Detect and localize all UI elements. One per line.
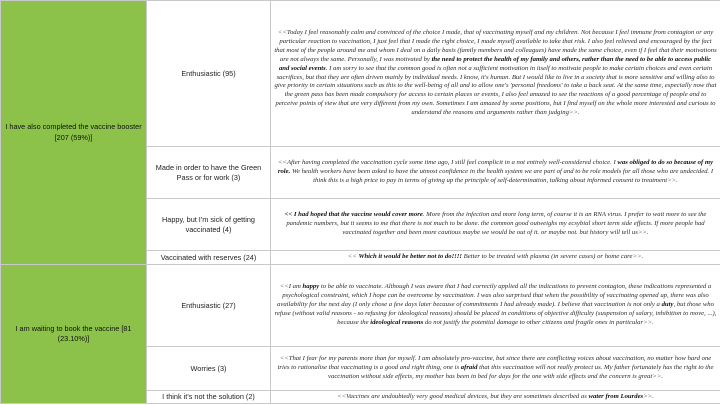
subcategory-label: Worries (3) — [147, 347, 271, 391]
quote-emphasis: << I had hoped that the vaccine would cover more — [284, 211, 423, 219]
subcategory-label: Vaccinated with reserves (24) — [147, 251, 271, 265]
quote-text: do not justify the potential damage to other citizens and fragile ones in particular>>. — [423, 318, 654, 326]
quote-cell — [271, 199, 720, 251]
table-row — [1, 1, 720, 147]
quote-text: that this vaccination will not really protect us. My father fortunately has the right to the vaccination without side effects, my mother has been in bed for days for the one with side effects and the concern is great>>. — [328, 364, 714, 380]
quote-text: << — [347, 253, 359, 261]
quote-text: We health workers have been asked to have the utmost confidence in the health system we are part of and to be role models for all those who are undecided. I think this is a high price to pay in terms of giving up the principle of self-determination, talking about informed consent to treatment>>. — [290, 168, 714, 184]
quote-cell — [271, 147, 720, 199]
quote-emphasis: happy — [302, 283, 320, 291]
group-label-booster: I have also completed the vaccine booster [207 (59%)] — [1, 1, 147, 265]
quote-emphasis: Which it would be better not to do!!!! — [358, 253, 462, 261]
quote-emphasis: ideological reasons — [370, 318, 424, 326]
quote-text: <<I am — [279, 283, 303, 291]
subcategory-label: Enthusiastic (27) — [147, 265, 271, 347]
quote-text: , but those who refuse (without valid reasons - so refusing for ideological reasons) should be placed in conditions of objective difficulty (suspension of salary, inhibition to move, ...), because the — [274, 301, 717, 326]
subcategory-label: Enthusiastic (95) — [147, 1, 271, 147]
quote-cell — [271, 1, 720, 147]
quote-emphasis: water from Lourdes — [588, 392, 644, 400]
quote-cell — [271, 347, 720, 391]
subcategory-label: Made in order to have the Green Pass or for work (3) — [147, 147, 271, 199]
quote-cell — [271, 251, 720, 265]
quote-text: <<Vaccines are undoubtedly very good medical devices, but they are sometimes described as — [337, 392, 589, 400]
quote-text: <<Today I feel reasonably calm and convinced of the choice I made, that of vaccinating myself and my children. Not because I feel immune from contagion or any particular reaction to vaccination, I just feel that I made the right choice, I made myself available to take that risk. I also feel relieved and encouraged by the fact that most of the people around me and whom I deal on a daily basis (family members and colleagues) have made the same choice, even if I feel that their motivations are not always the same. Personally, I was motivated by — [274, 29, 717, 63]
subcategory-label: Happy, but I'm sick of getting vaccinated (4) — [147, 199, 271, 251]
quote-text: . More from the infection and more long term, of course it is an RNA virus. I prefer to wait more to see the pandemic numbers, but it seems to me that there is not much to be done. the common good outweighs my ecsybial short term side effects. If more people had vaccinated together and been more cautious maybe we would be out of it. or maybe not. but history will tell us>>. — [286, 211, 707, 236]
quote-emphasis: was obliged to do so because of my role. — [277, 159, 714, 176]
quote-cell — [271, 391, 720, 404]
table-row — [1, 265, 720, 347]
subcategory-label: I think it's not the solution (2) — [147, 391, 271, 404]
quote-emphasis: afraid — [460, 364, 478, 372]
quote-cell — [271, 265, 720, 347]
quote-text: Better to be treated with plasma (in severe cases) or home care>>. — [462, 253, 644, 261]
quote-text: <<That I fear for my parents more than for myself. I am absolutely pro-vaccine, but since there are conflicting voices about vaccination, no matter how hard one tries to rationalise that vaccinating is a good and right thing, one is — [277, 355, 712, 372]
quote-emphasis: the need to protect the health of my family and others, rather than the need to be able to access public and social events — [278, 55, 712, 72]
quote-text: to be able to vaccinate. Although I was aware that I had correctly applied all the indications to prevent contagion, these indications represented a psychological constraint, which I hope can be overcome by vaccination. I was also surprised that when the possibility of vaccinating opened up, there was also availability for the next day (I only chose a few days later because of commitments I had already made). I believe that vaccination is not only a — [277, 283, 712, 309]
quote-text: <<After having completed the vaccination cycle some time ago, I still feel complicit in a not entirely well-considered choice. I — [277, 159, 618, 167]
group-label-waiting: I am waiting to book the vaccine [81 (23.10%)] — [1, 265, 147, 404]
quote-text: >>. — [643, 392, 654, 400]
quote-text: . I am sorry to see that the common good is often not a sufficient motivation in itself to motivate people to make certain choices and even certain sacrifices, but that they are often driven mainly by individual needs. I know, it's human. But I would like to live in a society that is more sensitive and willing also to give priority in certain situations such as this to the well-being of all and to allow one's 'personal freedoms' to take a back seat. At the same time, especially now that the green pass has been made compulsory for access to certain places or events, I also feel amazed to see the reactions of a good percentage of people and to perceive points of view that are very different from my own. Sometimes I am amazed by some positions, but I find myself on the whole more interested and curious to understand the reasons and arguments rather than judging>>. — [274, 64, 717, 116]
quote-emphasis: duty — [661, 301, 674, 309]
